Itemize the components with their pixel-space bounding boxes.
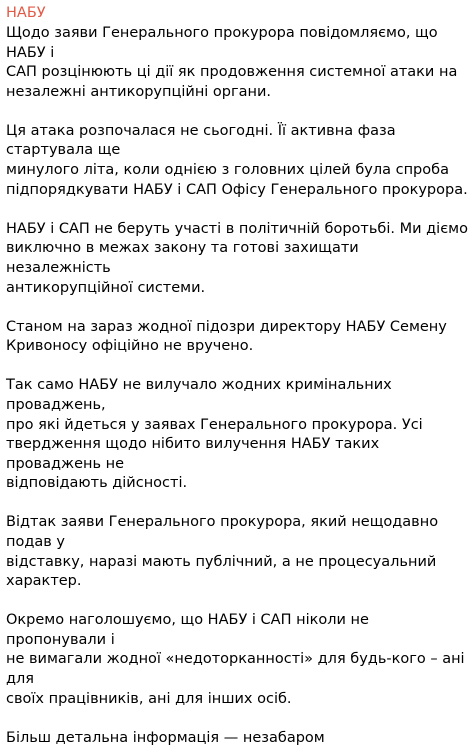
message-paragraph: Більш детальна інформація — незабаром <box>6 729 325 746</box>
message-paragraph: Окремо наголошуємо, що НАБУ і САП ніколи не пропонували і не вимагали жодної «недоторканності» для будь-кого – ані для своїх працівників, ані для інших осіб. <box>6 612 465 707</box>
message-post <box>6 0 468 748</box>
message-paragraph: НАБУ і САП не беруть участі в політичній боротьбі. Ми діємо виключно в межах закону та готові захищати незалежність антикорупційної системи. <box>6 220 468 296</box>
message-paragraph: Так само НАБУ не вилучало жодних кримінальних проваджень, про які йдеться у заявах Генерального прокурора. Усі твердження щодо нібито вилучення НАБУ таких проваджень не відповідають дійсності. <box>6 377 423 492</box>
channel-name[interactable]: НАБУ <box>6 5 46 21</box>
message-paragraph: Щодо заяви Генерального прокурора повідомляємо, що НАБУ і САП розцінюють ці дії як продовження системної атаки на незалежні антикорупційні органи. <box>6 25 458 100</box>
message-body <box>6 24 468 748</box>
message-paragraph: Станом на зараз жодної підозри директору НАБУ Семену Кривоносу офіційно не вручено. <box>6 318 447 355</box>
message-paragraph: Ця атака розпочалася не сьогодні. Її активна фаза стартувала ще минулого літа, коли однією з головних цілей була спроба підпорядкувати НАБУ і САП Офісу Генерального прокурора. <box>6 122 468 198</box>
message-paragraph: Відтак заяви Генерального прокурора, який нещодавно подав у відставку, наразі мають публічний, а не процесуальний характер. <box>6 514 439 590</box>
